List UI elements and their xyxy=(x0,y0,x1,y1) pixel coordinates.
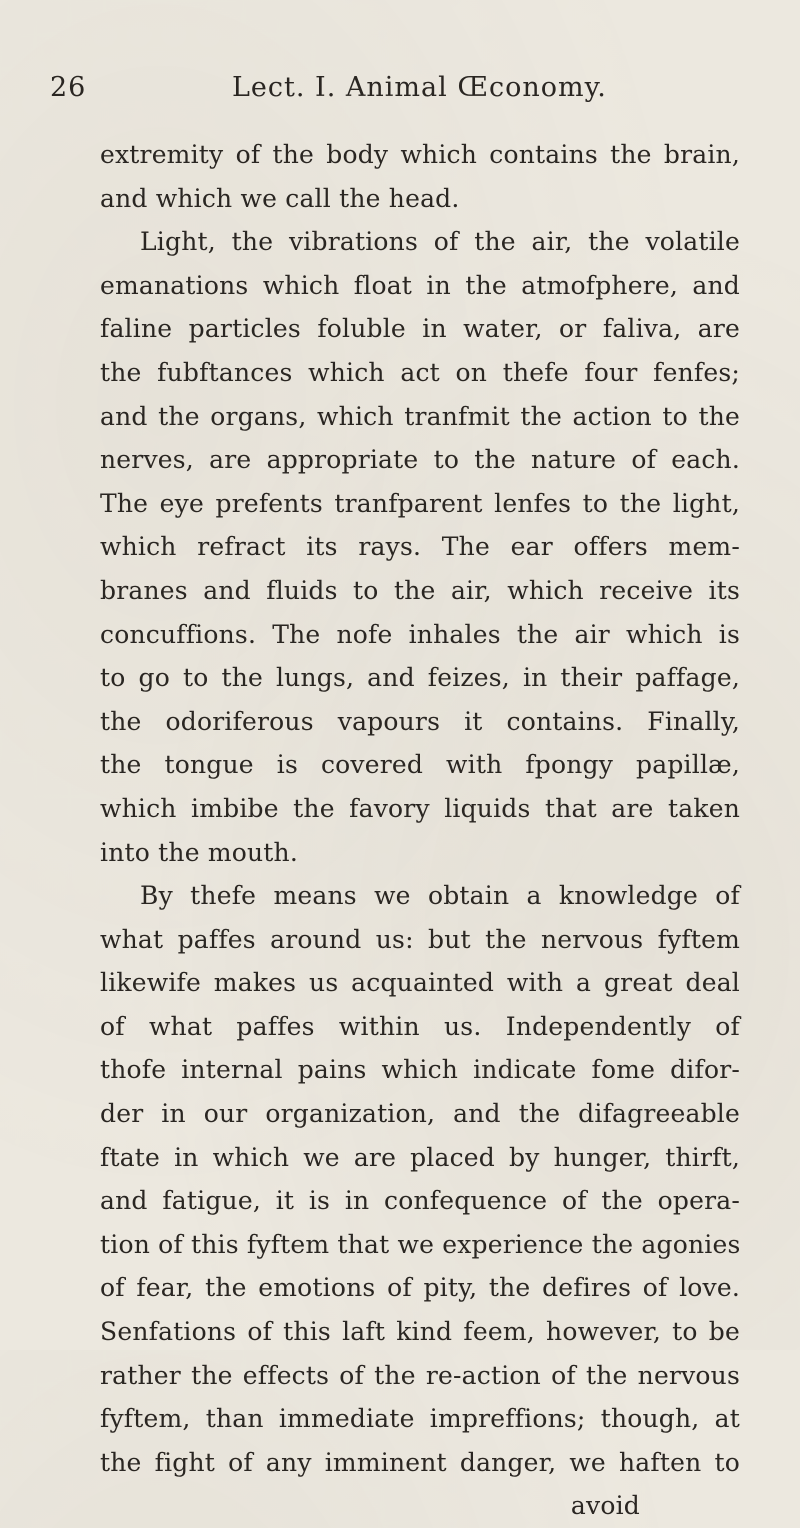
text-line: of fear, the emotions of pity, the defires of love. xyxy=(100,1273,740,1303)
text-line: rather the effects of the re-action of the nervous xyxy=(100,1360,740,1390)
text-line: emanations which float in the atmofphere, and xyxy=(100,270,740,300)
text-line: faline particles foluble in water, or faliva, are xyxy=(100,314,740,344)
text-line: nerves, are appropriate to the nature of each. xyxy=(100,445,740,475)
text-line: thofe internal pains which indicate fome difor- xyxy=(100,1055,740,1085)
paragraph-start-line: By thefe means we obtain a knowledge of xyxy=(140,881,740,911)
text-line: branes and fluids to the air, which receive its xyxy=(100,575,740,605)
running-head xyxy=(50,72,650,112)
text-line: to go to the lungs, and feizes, in their paffage, xyxy=(100,663,740,693)
text-line: the tongue is covered with fpongy papillæ, xyxy=(100,750,740,780)
text-line: and fatigue, it is in confequence of the opera- xyxy=(100,1186,740,1216)
text-line: which refract its rays. The ear offers mem- xyxy=(100,532,740,562)
text-line: what paffes around us: but the nervous fyftem xyxy=(100,924,740,954)
text-line: of what paffes within us. Independently of xyxy=(100,1011,740,1041)
text-line: tion of this fyftem that we experience the agonies xyxy=(100,1229,741,1259)
text-line: der in our organization, and the difagreeable xyxy=(100,1099,740,1129)
catchword: avoid xyxy=(570,1491,640,1521)
text-line: Senfations of this laft kind feem, however, to be xyxy=(100,1317,740,1347)
text-line: and the organs, which tranfmit the action to the xyxy=(100,401,740,431)
running-title: Lect. I. Animal Œconomy. xyxy=(232,72,607,103)
body-text xyxy=(100,133,740,1528)
text-line: likewife makes us acquainted with a great deal xyxy=(100,968,740,998)
text-line: extremity of the body which contains the brain, xyxy=(100,140,740,169)
text-line: and which we call the head. xyxy=(100,183,460,213)
text-line: the fight of any imminent danger, we haften to xyxy=(100,1447,740,1477)
text-line: which imbibe the favory liquids that are taken xyxy=(100,793,740,823)
page-number: 26 xyxy=(50,72,87,103)
text-line: ftate in which we are placed by hunger, thirft, xyxy=(100,1142,740,1172)
text-line: the odoriferous vapours it contains. Finally, xyxy=(100,706,740,736)
text-line: into the mouth. xyxy=(100,837,298,867)
text-line: fyftem, than immediate impreffions; though, at xyxy=(100,1404,740,1434)
paragraph-start-line: Light, the vibrations of the air, the volatile xyxy=(140,227,740,257)
text-line: concuffions. The nofe inhales the air which is xyxy=(100,619,740,649)
text-line: the fubftances which act on thefe four fenfes; xyxy=(100,357,740,387)
text-line: The eye prefents tranfparent lenfes to the light, xyxy=(100,488,740,518)
